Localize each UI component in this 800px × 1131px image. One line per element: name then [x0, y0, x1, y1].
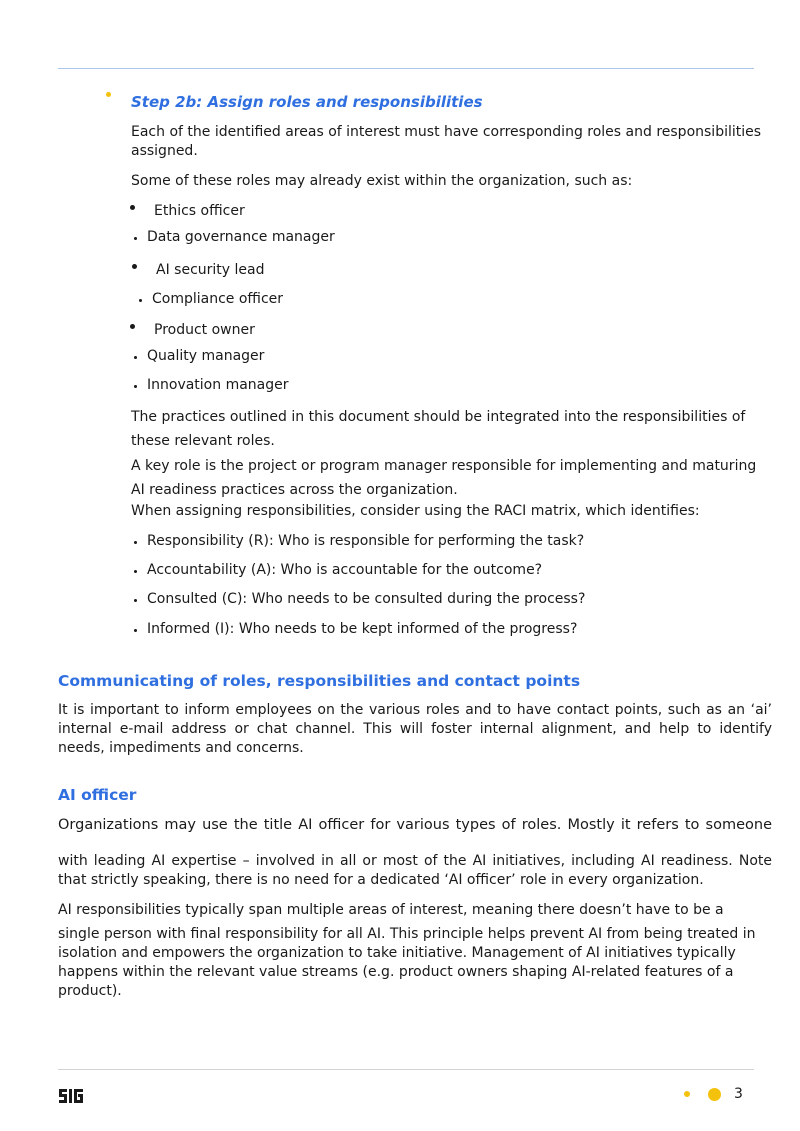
page-number: 3: [734, 1086, 743, 1102]
role-item: Quality manager: [147, 348, 265, 364]
ai-officer-p2-line1: AI responsibilities typically span multiple areas of interest, meaning there doesn’t have to be a: [58, 902, 724, 918]
footer-dot-small-icon: [684, 1091, 690, 1097]
role-item: Data governance manager: [147, 229, 335, 245]
ai-officer-heading: AI officer: [58, 786, 137, 804]
role-item: Ethics officer: [154, 203, 245, 219]
raci-intro: When assigning responsibilities, consider using the RACI matrix, which identifies:: [131, 503, 700, 519]
key-role-paragraph: A key role is the project or program manager responsible for implementing and maturing AI readiness practices across the organization.: [131, 458, 757, 498]
footer-rule: [58, 1069, 754, 1070]
role-item: Product owner: [154, 322, 255, 338]
step-title: Step 2b: Assign roles and responsibilities: [131, 93, 483, 111]
step-bullet-icon: [106, 92, 111, 97]
footer-dot-large-icon: [708, 1088, 721, 1101]
role-item: Innovation manager: [147, 377, 289, 393]
raci-item: Informed (I): Who needs to be kept informed of the progress?: [147, 621, 578, 637]
practices-paragraph: The practices outlined in this document should be integrated into the responsibilities of these relevant roles.: [131, 409, 746, 449]
step-intro: Each of the identified areas of interest must have corresponding roles and responsibilities assigned.: [131, 124, 762, 159]
ai-officer-p1-rest: with leading AI expertise – involved in all or most of the AI initiatives, including AI readiness. Note that strictly speaking, there is no need for a dedicated ‘AI officer’ role in every organization.: [58, 853, 772, 888]
role-item: AI security lead: [156, 262, 265, 278]
sig-logo-icon: [58, 1086, 88, 1106]
raci-item: Responsibility (R): Who is responsible for performing the task?: [147, 533, 585, 549]
raci-item: Accountability (A): Who is accountable for the outcome?: [147, 562, 543, 578]
roles-intro: Some of these roles may already exist within the organization, such as:: [131, 173, 633, 189]
raci-item: Consulted (C): Who needs to be consulted during the process?: [147, 591, 586, 607]
header-rule: [58, 68, 754, 69]
ai-officer-p2-rest: single person with final responsibility for all AI. This principle helps prevent AI from being treated in isolation and empowers the organization to take initiative. Management of AI initiatives typically happens within the relevant value streams (e.g. product owners shaping AI-related features of a product).: [58, 926, 756, 999]
communicating-body: It is important to inform employees on the various roles and to have contact points, such as an ‘ai’ internal e-mail address or chat channel. This will foster internal alignment, and help to identify needs, impediments and concerns.: [58, 702, 772, 756]
communicating-heading: Communicating of roles, responsibilities and contact points: [58, 672, 581, 690]
role-item: Compliance officer: [152, 291, 284, 307]
ai-officer-p1-line1: Organizations may use the title AI officer for various types of roles. Mostly it refers to someone: [58, 817, 772, 833]
